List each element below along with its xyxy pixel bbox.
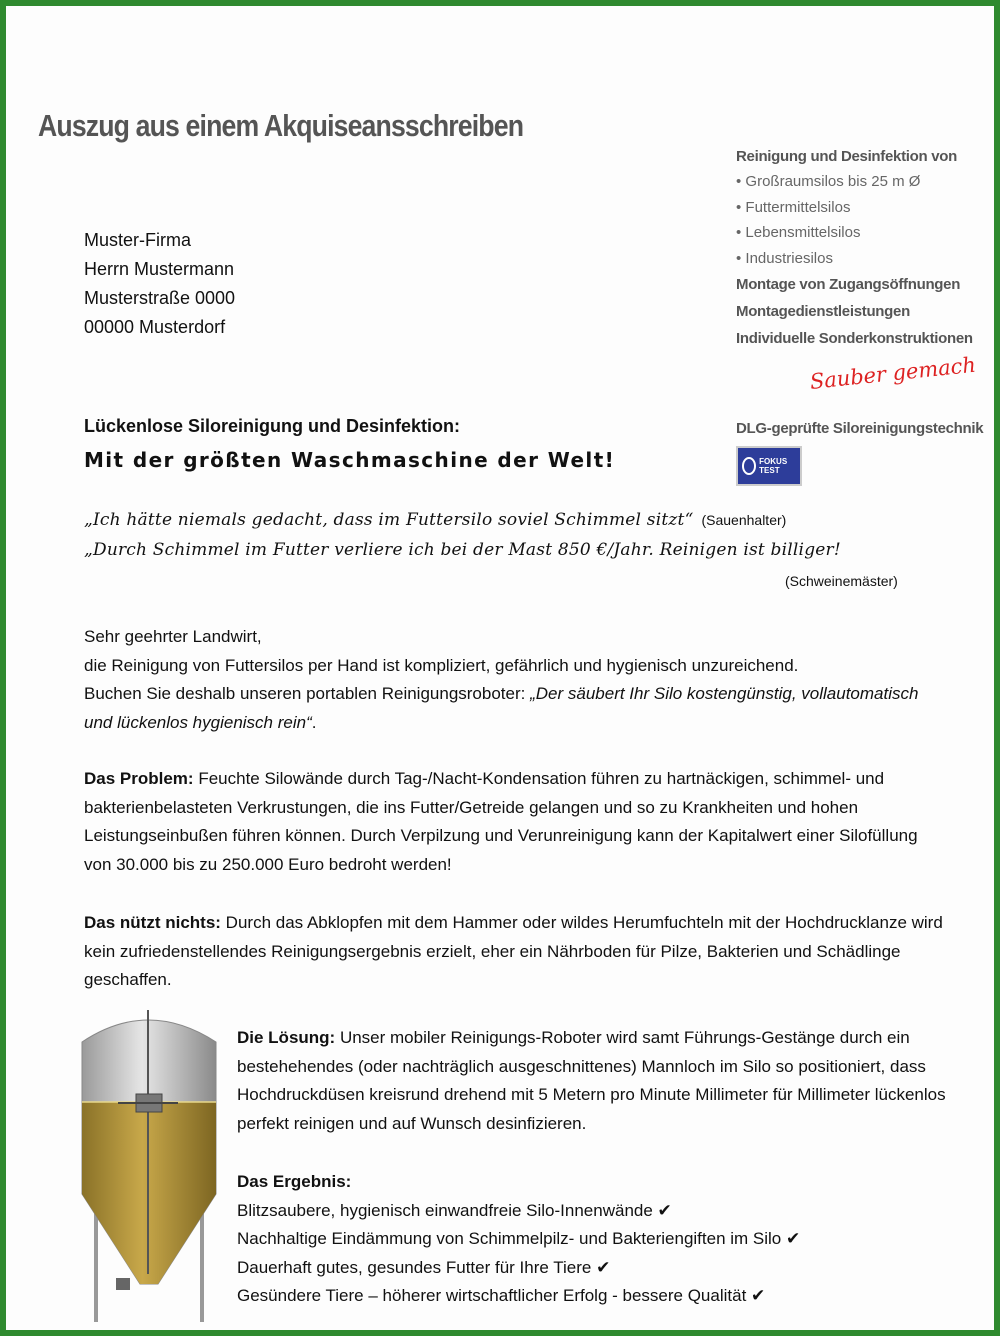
problem-label: Das Problem: [84,769,194,788]
dlg-badge-label: FOKUS TEST [759,457,788,475]
greeting-paragraph [84,623,944,737]
dlg-certification-text: DLG-geprüfte Siloreinigungstechnik [736,420,984,437]
quote-source: (Schweinemäster) [785,573,898,589]
quote-text: „Durch Schimmel im Futter verliere ich bei der Mast 850 €/Jahr. Reinigen ist billiger! [84,540,841,560]
intro-offer-end: . [311,712,317,732]
ergebnis-item: Nachhaltige Eindämmung von Schimmelpilz- und Bakteriengiften im Silo ✔ [237,1229,801,1248]
intro-offer [84,680,944,737]
page-title: Auszug aus einem Akquiseansschreiben [38,108,524,143]
ergebnis-section [237,1168,957,1311]
problem-paragraph [84,765,944,879]
address-line: Muster-Firma [84,230,191,250]
loesung-text: Unser mobiler Reinigungs-Roboter wird samt Führungs-Gestänge durch ein bestehehendes (oder nachträglich ausgeschnittenes) Mannloch im Silo so positioniert, dass Hochdruckdüsen kreisrund drehend mit 5 Metern pro Minute Millimeter für Millimeter lückenlos perfekt reinigen und auf Wunsch desinfizieren. [237,1028,946,1133]
services-bold-item: Montage von Zugangsöffnungen [736,276,961,293]
ergebnis-item: Blitzsaubere, hygienisch einwandfreie Silo-Innenwände ✔ [237,1200,672,1220]
quote-2 [84,540,841,560]
quote-text: „Ich hätte niemals gedacht, dass im Futtersilo soviel Schimmel sitzt“ [84,510,694,530]
quote-1 [84,510,786,530]
ergebnis-item: Dauerhaft gutes, gesundes Futter für Ihre Tiere ✔ [237,1257,611,1277]
nutzt-paragraph [84,909,944,995]
intro-offer-text: Buchen Sie deshalb unseren portablen Reinigungsroboter: [84,684,531,703]
recipient-address [84,226,235,342]
slogan: Sauber gemach [808,352,977,394]
address-line: Musterstraße 0000 [84,288,236,308]
services-bullet: • Futtermittelsilos [736,198,851,216]
loesung-label: Die Lösung: [237,1028,336,1047]
services-bold-item: Montagedienstleistungen [736,303,910,320]
quote-source: (Sauenhalter) [701,512,787,528]
dlg-logo-circle [742,457,756,475]
silo-illustration [78,1004,228,1324]
address-line: 00000 Musterdorf [84,317,226,337]
services-bullet: • Industriesilos [736,249,833,267]
services-bullet: • Lebensmittelsilos [736,224,861,241]
nutzt-text: Durch das Abklopfen mit dem Hammer oder wildes Herumfuchteln mit der Hochdrucklanze wird kein zufriedenstellendes Reinigungsergebnis erzielt, eher ein Nährboden für Pilze, Bakterien und Schädlinge geschaffen. [84,913,943,989]
intro-line: die Reinigung von Futtersilos per Hand ist kompliziert, gefährlich und hygienisch unzureichend. [84,655,799,675]
address-line: Herrn Mustermann [84,259,235,279]
services-list [736,148,998,352]
loesung-paragraph [237,1024,957,1138]
salutation: Sehr geehrter Landwirt, [84,627,262,646]
ergebnis-label: Das Ergebnis: [237,1172,352,1191]
dlg-badge-icon [736,446,802,486]
intro-offer-quote: „Der säubert Ihr Silo kostengünstig, vollautomatisch und lückenlos hygienisch rein“ [84,684,919,732]
subject-line: Lückenlose Siloreinigung und Desinfektion: [84,416,461,436]
ergebnis-item: Gesündere Tiere – höherer wirtschaftlicher Erfolg - bessere Qualität ✔ [237,1286,766,1305]
services-heading: Reinigung und Desinfektion von [736,148,957,165]
services-bullet: • Großraumsilos bis 25 m Ø [736,173,921,190]
problem-text: Feuchte Silowände durch Tag-/Nacht-Kondensation führen zu hartnäckigen, schimmel- und bakterienbelasteten Verkrustungen, die ins Futter/Getreide gelangen und so zu Krankheiten und hohen Leistungseinbußen führen können. Durch Verpilzung und Verunreinigung kann der Kapitalwert einer Silofüllung von 30.000 bis zu 250.000 Euro bedroht werden! [84,769,918,874]
services-bold-item: Individuelle Sonderkonstruktionen [736,330,973,347]
headline: Mit der größten Waschmaschine der Welt! [84,448,616,472]
nutzt-label: Das nützt nichts: [84,913,221,932]
